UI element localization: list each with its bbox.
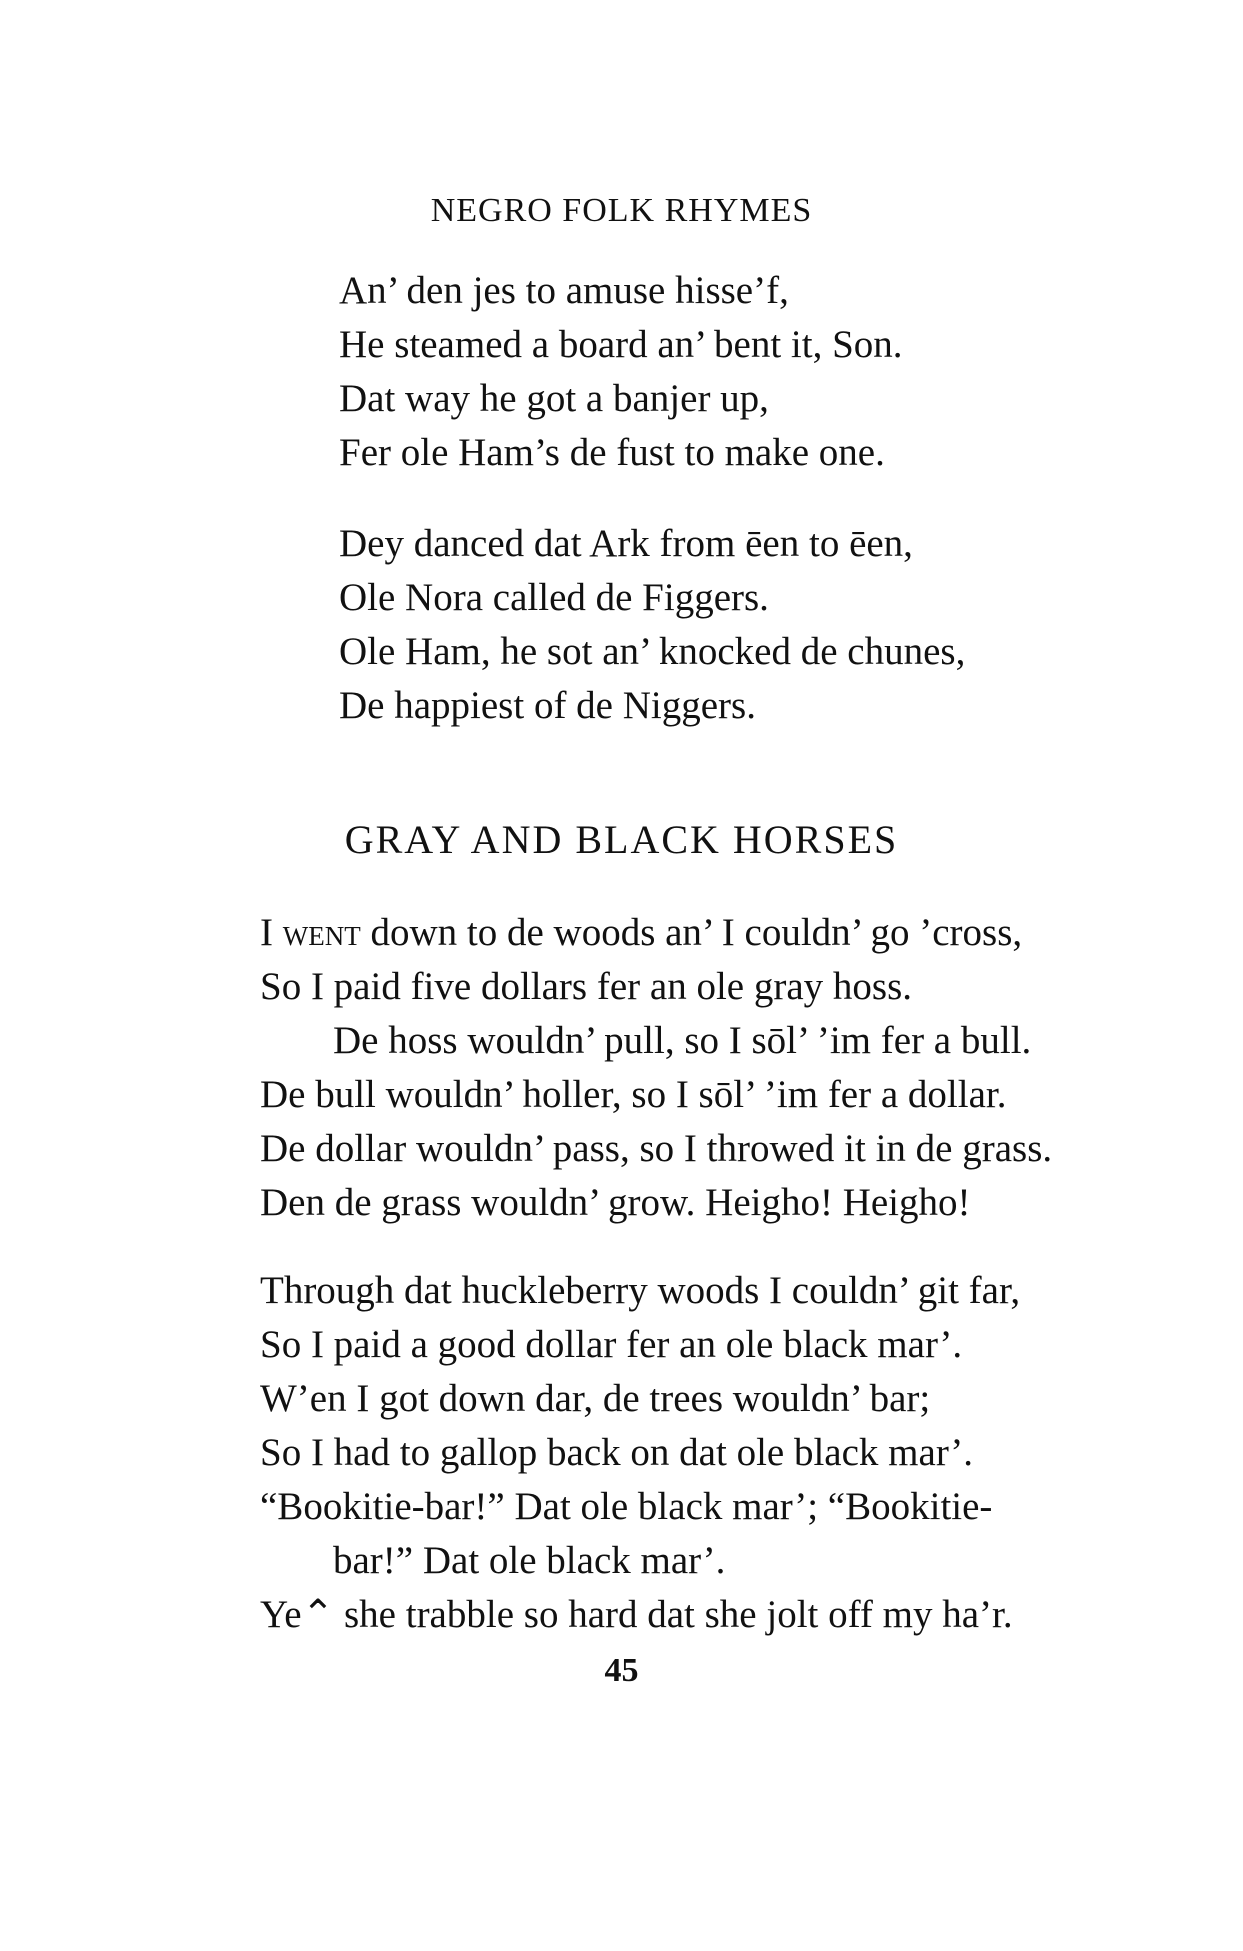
verse-line: An’ den jes to amuse hisse’f, [339, 269, 789, 312]
verse-line: So I had to gallop back on dat ole black mar’. [260, 1431, 973, 1474]
opening-words: I went [260, 911, 361, 954]
verse-line: Dat way he got a banjer up, [339, 377, 769, 420]
verse-line: So I paid five dollars fer an ole gray hoss. [260, 965, 912, 1008]
verse-line: De happiest of de Niggers. [339, 684, 756, 727]
verse-line: Ye⌃ she trabble so hard dat she jolt off my ha’r. [260, 1593, 1013, 1636]
verse-line: He steamed a board an’ bent it, Son. [339, 323, 903, 366]
running-head: NEGRO FOLK RHYMES [430, 192, 813, 229]
verse-line: So I paid a good dollar fer an ole black mar’. [260, 1323, 963, 1366]
verse-line: De dollar wouldn’ pass, so I throwed it in de grass. [260, 1127, 1053, 1170]
verse-line: Dey danced dat Ark from ēen to ēen, [339, 522, 913, 565]
verse-line: “Bookitie-bar!” Dat ole black mar’; “Bookitie- [260, 1485, 993, 1528]
poem-stanza-1 [260, 906, 1052, 1230]
verse-line: Through dat huckleberry woods I couldn’ git far, [260, 1269, 1021, 1312]
stanza-2 [339, 517, 965, 733]
verse-line [260, 906, 1052, 960]
verse-line: Den de grass wouldn’ grow. Heigho! Heigho! [260, 1181, 971, 1224]
verse-line: De bull wouldn’ holler, so I sōl’ ’im fer a dollar. [260, 1073, 1007, 1116]
opening-line-rest: down to de woods an’ I couldn’ go ’cross, [360, 911, 1023, 954]
verse-line: bar!” Dat ole black mar’. [333, 1539, 726, 1582]
verse-line: De hoss wouldn’ pull, so I sōl’ ’im fer a bull. [333, 1019, 1032, 1062]
poem-title: GRAY AND BLACK HORSES [344, 817, 899, 862]
verse-line: Ole Ham, he sot an’ knocked de chunes, [339, 630, 966, 673]
verse-line: Ole Nora called de Figgers. [339, 576, 769, 619]
poem-stanza-2 [260, 1264, 1020, 1642]
stanza-1 [339, 264, 903, 480]
page-number: 45 [604, 1652, 639, 1689]
verse-line: W’en I got down dar, de trees wouldn’ bar; [260, 1377, 931, 1420]
verse-line: Fer ole Ham’s de fust to make one. [339, 431, 885, 474]
